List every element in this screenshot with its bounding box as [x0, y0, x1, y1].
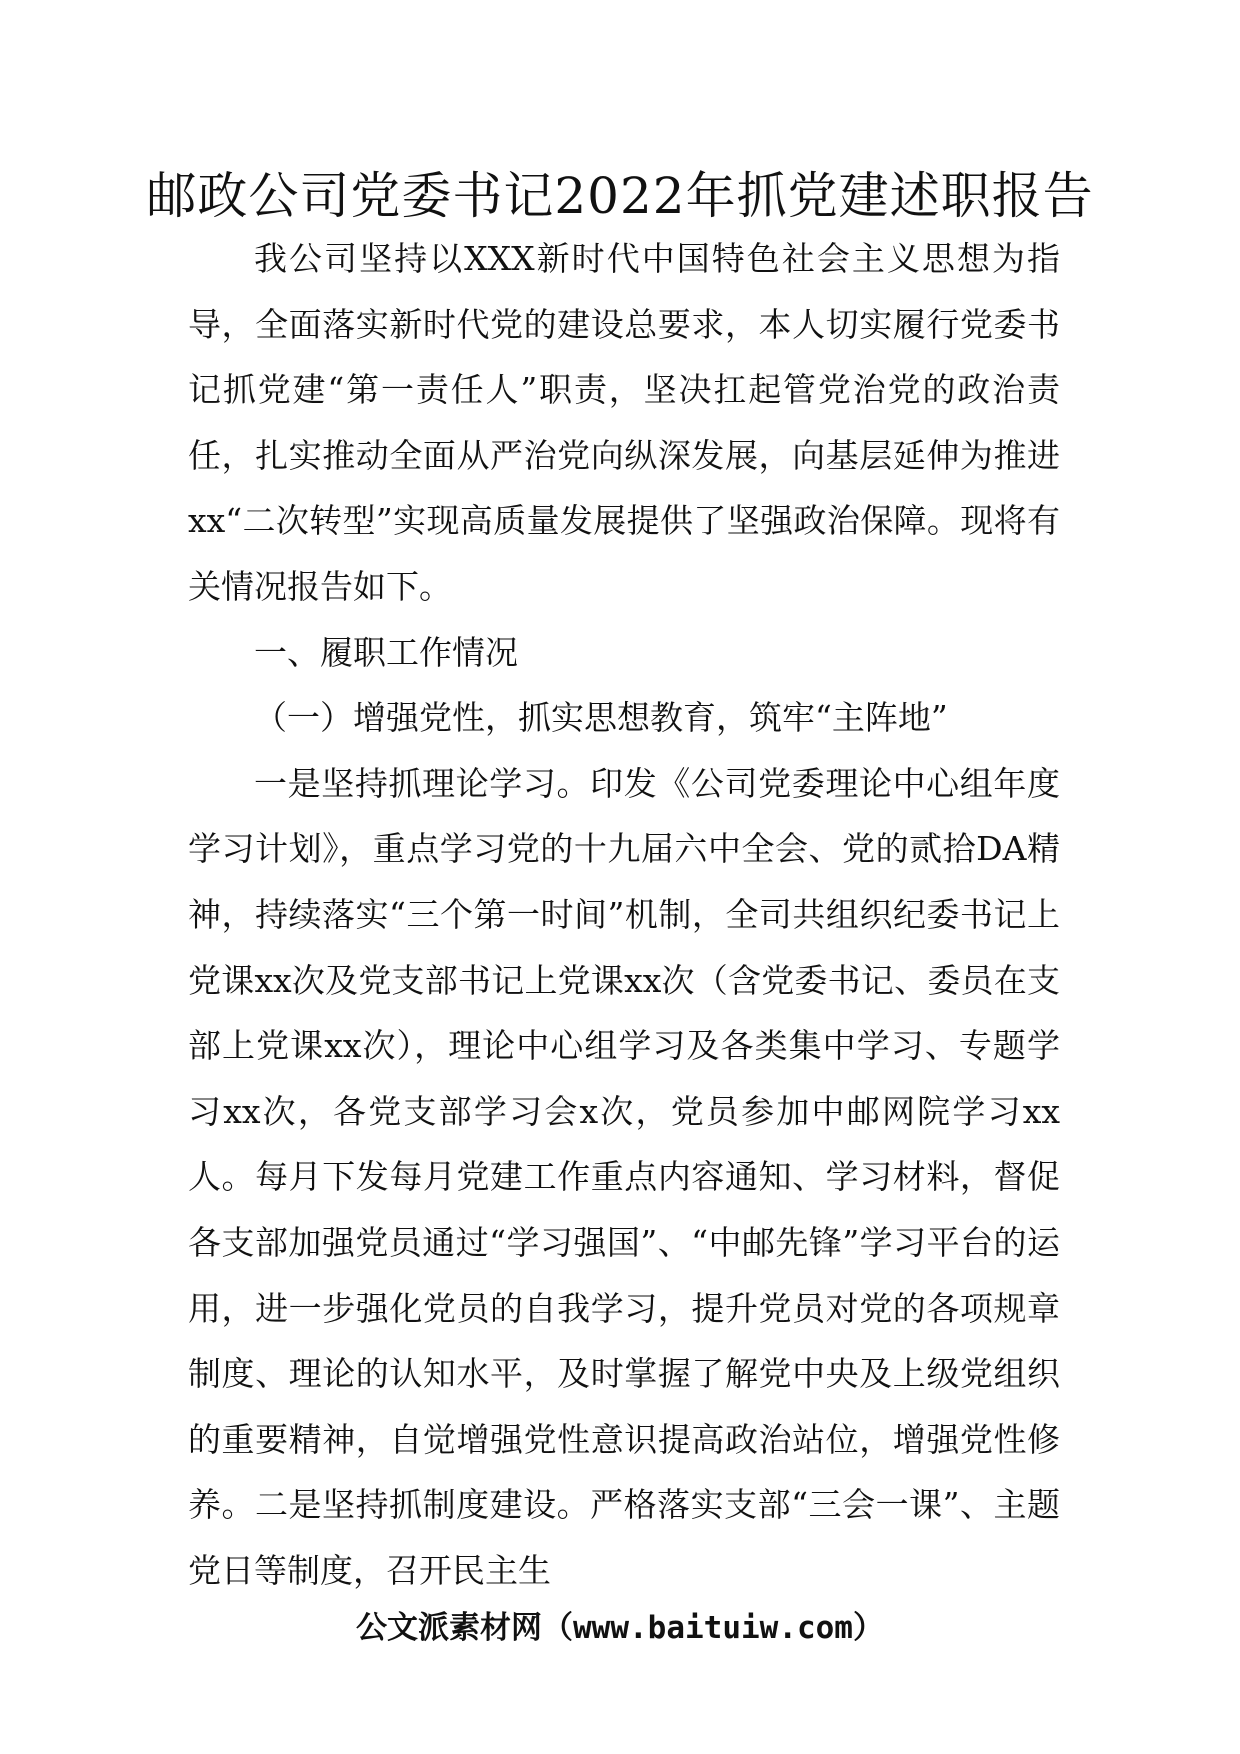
- intro-paragraph: 我公司坚持以XXX新时代中国特色社会主义思想为指导，全面落实新时代党的建设总要求，本人切实履行党委书记抓党建“第一责任人”职责，坚决扛起管党治党的政治责任，扎实推动全面从严治党向纵深发展，向基层延伸为推进xx“二次转型”实现高质量发展提供了坚强政治保障。现将有关情况报告如下。: [188, 239, 1060, 606]
- body-paragraph: 一是坚持抓理论学习。印发《公司党委理论中心组年度学习计划》，重点学习党的十九届六中全会、党的贰拾DA精神，持续落实“三个第一时间”机制，全司共组织纪委书记上党课xx次及党支部书记上党课xx次（含党委书记、委员在支部上党课xx次），理论中心组学习及各类集中学习、专题学习xx次，各党支部学习会x次，党员参加中邮网院学习xx人。每月下发每月党建工作重点内容通知、学习材料，督促各支部加强党员通过“学习强国”、“中邮先锋”学习平台的运用，进一步强化党员的自我学习，提升党员对党的各项规章制度、理论的认知水平，及时掌握了解党中央及上级党组织的重要精神，自觉增强党性意识提高政治站位，增强党性修养。二是坚持抓制度建设。严格落实支部“三会一课”、主题党日等制度，召开民主生: [188, 763, 1060, 1590]
- document-title: 邮政公司党委书记2022年抓党建述职报告: [146, 167, 1094, 225]
- section-heading: 一、履职工作情况: [254, 632, 518, 672]
- subsection-heading: （一）增强党性，抓实思想教育，筑牢“主阵地”: [254, 698, 948, 738]
- footer-source: 公文派素材网（www.baituiw.com）: [356, 1610, 884, 1646]
- document-body: [188, 226, 1060, 1603]
